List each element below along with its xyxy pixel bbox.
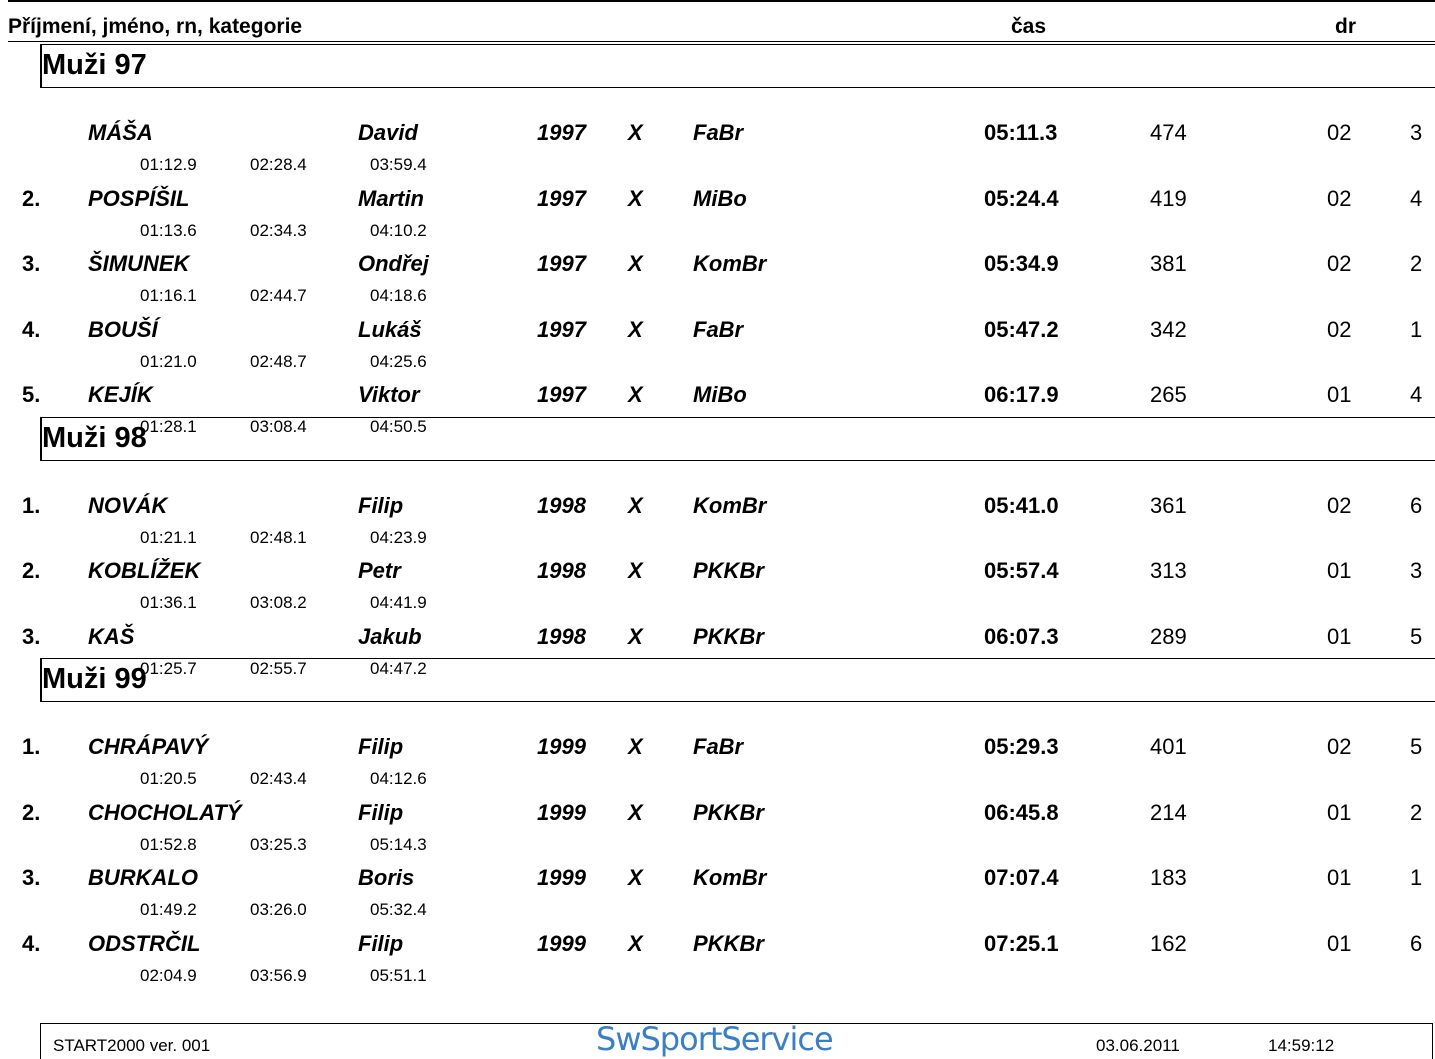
split-time: 04:18.6 xyxy=(370,286,427,305)
lane: 3 xyxy=(1410,120,1423,145)
split-time: 01:21.1 xyxy=(140,527,197,547)
club: FaBr xyxy=(693,120,744,145)
finish-time: 07:07.4 xyxy=(984,865,1059,890)
lane: 5 xyxy=(1410,734,1423,759)
place: 2. xyxy=(22,558,41,583)
category-heading xyxy=(40,417,1435,461)
finish-time: 05:34.9 xyxy=(984,251,1059,276)
split-time: 05:32.4 xyxy=(370,900,427,919)
heat: 02 xyxy=(1327,316,1352,342)
surname: ŠIMUNEK xyxy=(88,251,190,276)
split-time: 01:16.1 xyxy=(140,286,197,305)
heat: 01 xyxy=(1327,865,1352,890)
first-name: Ondřej xyxy=(358,251,429,276)
category: X xyxy=(628,492,643,518)
lane: 3 xyxy=(1410,558,1423,583)
points: 361 xyxy=(1150,492,1187,518)
first-name: Martin xyxy=(358,185,424,211)
finish-time: 05:41.0 xyxy=(984,492,1059,518)
heat: 01 xyxy=(1327,930,1352,956)
place: 3. xyxy=(22,865,41,890)
place: 5. xyxy=(22,382,41,407)
split-time: 02:04.9 xyxy=(140,965,197,985)
heat: 02 xyxy=(1327,734,1352,759)
heat: 02 xyxy=(1327,251,1352,276)
surname: BURKALO xyxy=(88,865,198,890)
print-time: 14:59:12 xyxy=(1268,1036,1335,1055)
club: KomBr xyxy=(693,492,767,518)
result-row xyxy=(0,723,1435,789)
heat: 02 xyxy=(1327,492,1352,518)
page-footer xyxy=(40,1020,1433,1059)
birth-year: 1997 xyxy=(537,120,586,145)
club: PKKBr xyxy=(693,930,764,956)
birth-year: 1997 xyxy=(537,251,586,276)
surname: KEJÍK xyxy=(88,382,153,407)
category: X xyxy=(628,930,643,956)
category: X xyxy=(628,558,643,583)
club: KomBr xyxy=(693,251,767,276)
points: 214 xyxy=(1150,799,1187,825)
club: FaBr xyxy=(693,734,744,759)
birth-year: 1998 xyxy=(537,492,586,518)
result-row xyxy=(0,109,1435,175)
split-time: 04:23.9 xyxy=(370,527,427,547)
category: X xyxy=(628,251,643,276)
category: X xyxy=(628,623,643,649)
first-name: David xyxy=(358,120,418,145)
split-time: 02:48.7 xyxy=(250,351,307,371)
finish-time: 05:11.3 xyxy=(984,120,1058,145)
split-time: 02:28.4 xyxy=(250,155,307,174)
lane: 2 xyxy=(1410,251,1423,276)
lane: 1 xyxy=(1410,865,1423,890)
split-time: 03:25.3 xyxy=(250,834,307,854)
category: X xyxy=(628,799,643,825)
result-row xyxy=(0,175,1435,241)
points: 289 xyxy=(1150,623,1187,649)
surname: CHOCHOLATÝ xyxy=(88,799,242,825)
split-time: 01:52.8 xyxy=(140,834,197,854)
lane: 2 xyxy=(1410,799,1423,825)
first-name: Lukáš xyxy=(358,316,422,342)
split-time: 05:51.1 xyxy=(370,965,427,985)
split-time: 01:49.2 xyxy=(140,900,197,919)
birth-year: 1997 xyxy=(537,382,586,407)
result-row xyxy=(0,854,1435,920)
header-track-label: dr xyxy=(1335,15,1356,38)
software-version: START2000 ver. 001 xyxy=(53,1036,211,1055)
split-time: 05:14.3 xyxy=(370,834,427,854)
birth-year: 1997 xyxy=(537,316,586,342)
finish-time: 06:17.9 xyxy=(984,382,1059,407)
place: 2. xyxy=(22,185,41,211)
split-time: 01:21.0 xyxy=(140,351,197,371)
place: 4. xyxy=(22,316,41,342)
surname: BOUŠÍ xyxy=(88,316,158,342)
birth-year: 1997 xyxy=(537,185,586,211)
category: X xyxy=(628,316,643,342)
finish-time: 05:47.2 xyxy=(984,316,1059,342)
first-name: Boris xyxy=(358,865,415,890)
points: 419 xyxy=(1150,185,1187,211)
split-time: 03:26.0 xyxy=(250,900,307,919)
lane: 4 xyxy=(1410,185,1423,211)
split-time: 02:43.4 xyxy=(250,769,307,788)
category-divider xyxy=(42,460,1435,461)
birth-year: 1999 xyxy=(537,930,586,956)
lane: 5 xyxy=(1410,623,1423,649)
heat: 01 xyxy=(1327,382,1352,407)
first-name: Filip xyxy=(358,930,404,956)
first-name: Filip xyxy=(358,799,404,825)
split-time: 01:12.9 xyxy=(140,155,197,174)
split-time: 02:44.7 xyxy=(250,286,307,305)
club: PKKBr xyxy=(693,558,764,583)
split-time: 01:36.1 xyxy=(140,593,197,612)
first-name: Viktor xyxy=(358,382,420,407)
split-time: 03:56.9 xyxy=(250,965,307,985)
category: X xyxy=(628,865,643,890)
birth-year: 1999 xyxy=(537,799,586,825)
split-time: 04:41.9 xyxy=(370,593,427,612)
finish-time: 05:29.3 xyxy=(984,734,1059,759)
split-time: 01:28.1 xyxy=(140,417,197,436)
category-title: Muži 99 xyxy=(42,663,147,695)
first-name: Petr xyxy=(358,558,401,583)
points: 162 xyxy=(1150,930,1187,956)
split-time: 02:48.1 xyxy=(250,527,307,547)
club: MiBo xyxy=(693,185,747,211)
first-name: Filip xyxy=(358,492,404,518)
place: 1. xyxy=(22,492,41,518)
place: 1. xyxy=(22,734,41,759)
result-row xyxy=(0,547,1435,613)
result-row xyxy=(0,482,1435,548)
split-time: 01:25.7 xyxy=(140,658,197,678)
finish-time: 06:45.8 xyxy=(984,799,1059,825)
result-row xyxy=(0,789,1435,855)
club: PKKBr xyxy=(693,623,764,649)
split-time: 04:12.6 xyxy=(370,769,427,788)
surname: CHRÁPAVÝ xyxy=(88,734,209,759)
split-time: 04:47.2 xyxy=(370,658,427,678)
category: X xyxy=(628,185,643,211)
points: 381 xyxy=(1150,251,1187,276)
surname: ODSTRČIL xyxy=(88,930,201,956)
finish-time: 05:57.4 xyxy=(984,558,1059,583)
header-name-label: Příjmení, jméno, rn, kategorie xyxy=(8,15,303,38)
category-title: Muži 97 xyxy=(42,49,147,81)
split-time: 01:13.6 xyxy=(140,220,197,240)
lane: 4 xyxy=(1410,382,1423,407)
surname: MÁŠA xyxy=(88,120,153,145)
points: 474 xyxy=(1150,120,1187,145)
print-date: 03.06.2011 xyxy=(1096,1036,1180,1055)
result-row xyxy=(0,920,1435,986)
heat: 01 xyxy=(1327,799,1352,825)
lane: 6 xyxy=(1410,492,1423,518)
result-row xyxy=(0,306,1435,372)
club: FaBr xyxy=(693,316,744,342)
results-header xyxy=(8,0,1435,42)
finish-time: 07:25.1 xyxy=(984,930,1059,956)
split-time: 04:10.2 xyxy=(370,220,427,240)
surname: POSPÍŠIL xyxy=(88,185,190,211)
points: 342 xyxy=(1150,316,1187,342)
birth-year: 1998 xyxy=(537,623,586,649)
heat: 02 xyxy=(1327,185,1352,211)
first-name: Filip xyxy=(358,734,404,759)
category: X xyxy=(628,734,643,759)
category-heading xyxy=(40,658,1435,702)
split-time: 04:25.6 xyxy=(370,351,427,371)
split-time: 04:50.5 xyxy=(370,417,427,436)
first-name: Jakub xyxy=(358,623,422,649)
split-time: 02:55.7 xyxy=(250,658,307,678)
club: MiBo xyxy=(693,382,747,407)
place: 3. xyxy=(22,251,41,276)
club: PKKBr xyxy=(693,799,764,825)
category-divider xyxy=(42,701,1435,702)
place: 4. xyxy=(22,930,41,956)
points: 265 xyxy=(1150,382,1187,407)
swsportservice-logo: SwSportService xyxy=(596,1020,833,1058)
split-time: 03:08.2 xyxy=(250,593,307,612)
points: 183 xyxy=(1150,865,1187,890)
place: 2. xyxy=(22,799,41,825)
birth-year: 1999 xyxy=(537,734,586,759)
finish-time: 06:07.3 xyxy=(984,623,1059,649)
birth-year: 1998 xyxy=(537,558,586,583)
club: KomBr xyxy=(693,865,767,890)
category: X xyxy=(628,382,643,407)
category-divider xyxy=(42,87,1435,88)
surname: NOVÁK xyxy=(88,492,168,518)
surname: KAŠ xyxy=(88,623,135,649)
birth-year: 1999 xyxy=(537,865,586,890)
split-time: 03:08.4 xyxy=(250,417,307,436)
finish-time: 05:24.4 xyxy=(984,185,1059,211)
header-time-label: čas xyxy=(1011,15,1047,38)
lane: 1 xyxy=(1410,316,1423,342)
result-row xyxy=(0,240,1435,306)
split-time: 02:34.3 xyxy=(250,220,307,240)
split-time: 01:20.5 xyxy=(140,769,197,788)
points: 401 xyxy=(1150,734,1187,759)
points: 313 xyxy=(1150,558,1187,583)
split-time: 03:59.4 xyxy=(370,155,427,174)
surname: KOBLÍŽEK xyxy=(88,558,201,583)
category: X xyxy=(628,120,643,145)
place: 3. xyxy=(22,623,41,649)
heat: 02 xyxy=(1327,120,1352,145)
heat: 01 xyxy=(1327,623,1352,649)
heat: 01 xyxy=(1327,558,1352,583)
category-title: Muži 98 xyxy=(42,421,147,454)
lane: 6 xyxy=(1410,930,1423,956)
category-heading xyxy=(40,44,1435,88)
